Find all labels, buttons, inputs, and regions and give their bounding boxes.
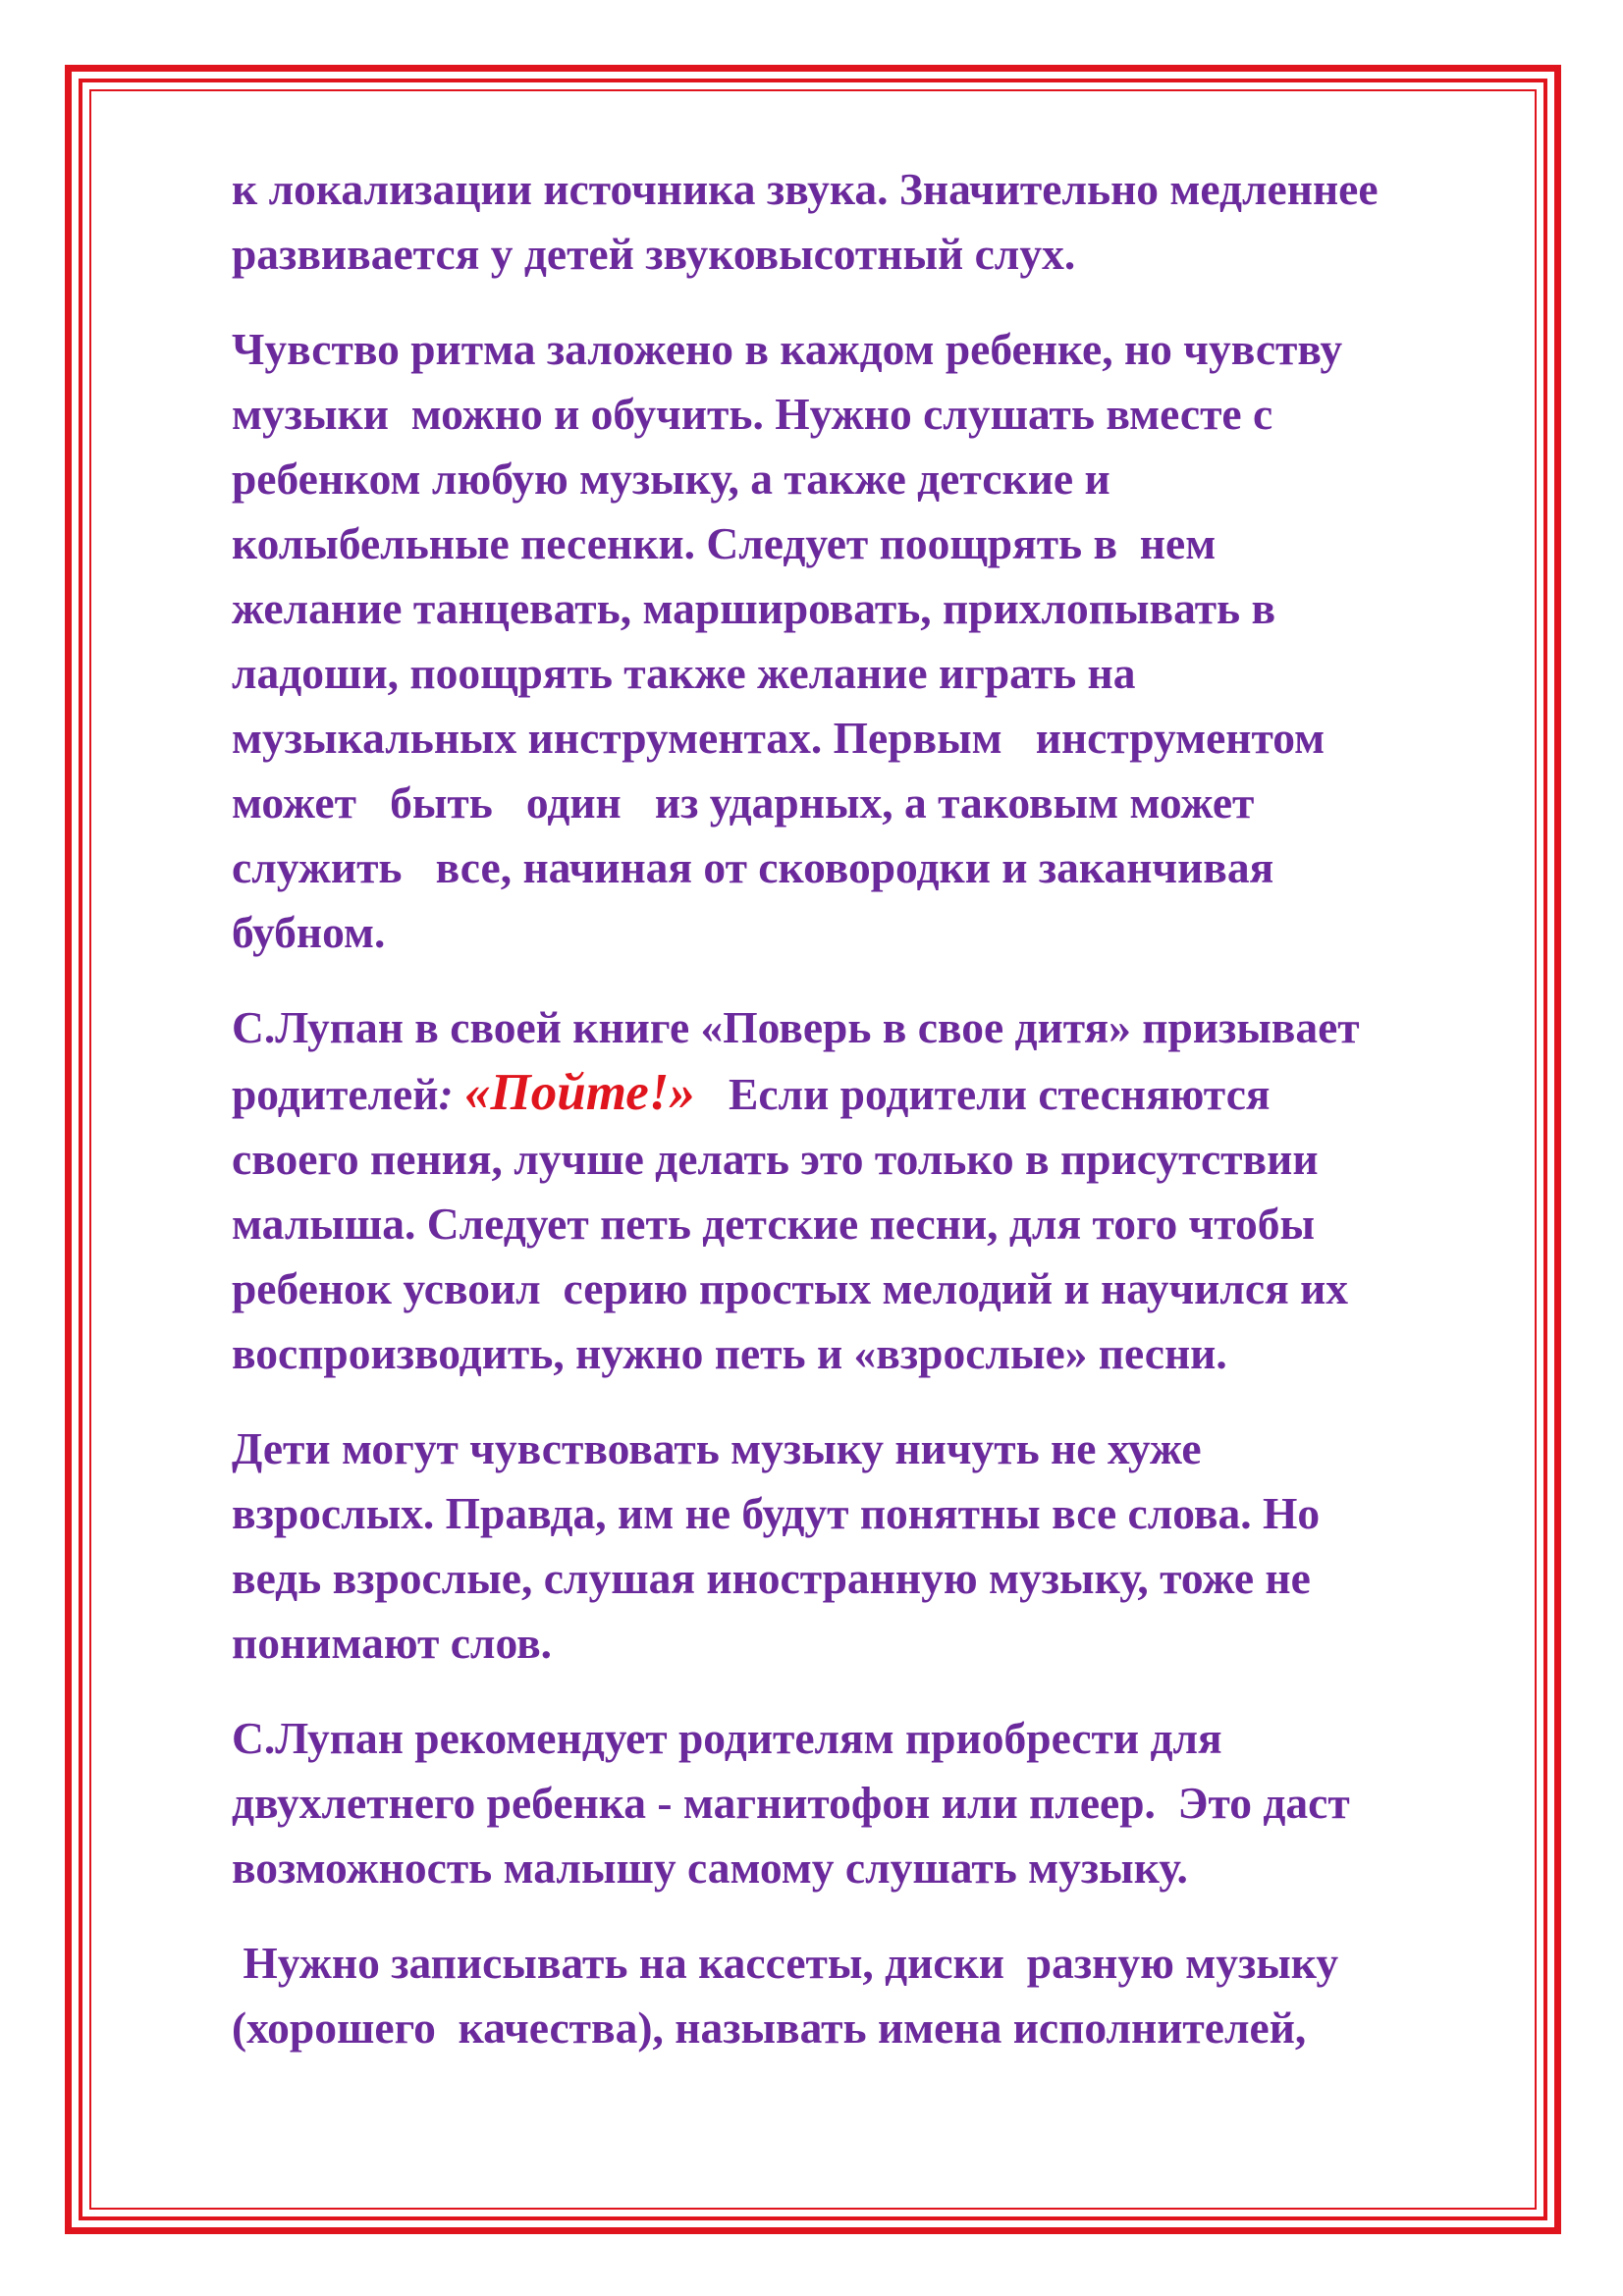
paragraph-sense-of-rhythm: Чувство ритма заложено в каждом ребенке, но чувству музыки можно и обучить. Нужно слушать вместе с ребенком любую музыку, а также детские и колыбельные песенки. Следует поощрять в нем желание танцевать, маршировать, прихлопывать в ладоши, поощрять также желание играть на музыкальных инструментах. Первым инструментом может быть один из ударных, а таковым может служить все, начиная от сковородки и заканчивая бубном. [232,324,1343,957]
paragraph-lupan-sing [232,995,1508,1386]
document-body [232,157,1508,2091]
paragraph-tape-recorder: С.Лупан рекомендует родителям приобрести для двухлетнего ребенка - магнитофон или плеер. Это даст возможность малышу самому слушать музыку. [232,1713,1350,1893]
quote-sing: «Пойте!» [464,1064,695,1121]
paragraph-record-music: Нужно записывать на кассеты, диски разную музыку (хорошего качества), называть имена исполнителей, [232,1938,1339,2053]
lupan-text-after: Если родители стесняются своего пения, лучше делать это только в присутствии малыша. Следует петь детские песни, для того чтобы ребенок усвоил серию простых мелодий и научился их воспроизводить, нужно петь и «взрослые» песни. [232,1069,1349,1378]
lupan-colon: : [438,1069,464,1119]
paragraph-children-feel-music: Дети могут чувствовать музыку ничуть не хуже взрослых. Правда, им не будут понятны все слова. Но ведь взрослые, слушая иностранную музыку, тоже не понимают слов. [232,1423,1321,1668]
paragraph-sound-localization: к локализации источника звука. Значительно медленнее развивается у детей звуковысотный слух. [232,164,1379,279]
lupan-text-before: С.Лупан в своей книге «Поверь в свое дитя» призывает родителей [232,1002,1360,1119]
